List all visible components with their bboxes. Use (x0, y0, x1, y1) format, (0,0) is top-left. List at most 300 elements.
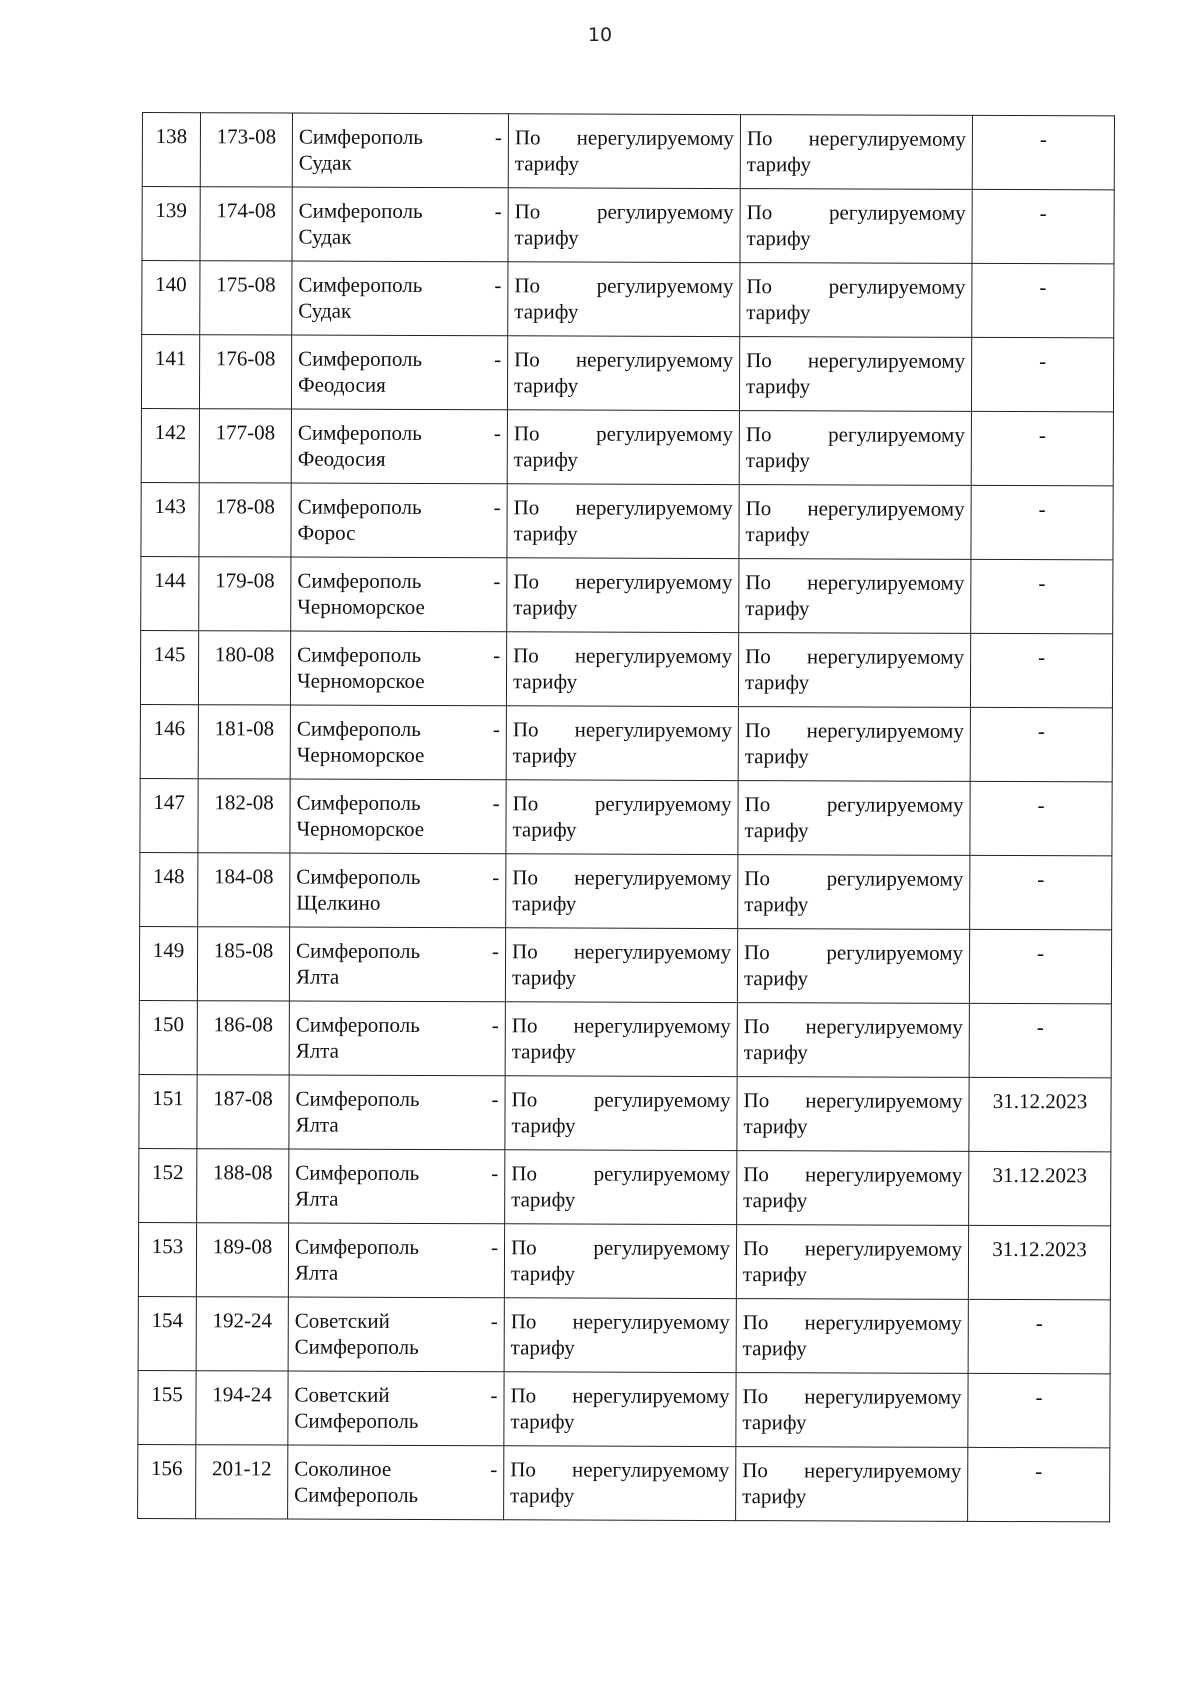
route-code: 178-08 (199, 483, 291, 557)
route-cell (290, 779, 506, 854)
route-code: 179-08 (199, 557, 291, 631)
tariff-current-cell (506, 854, 738, 929)
route-to: Ялта (295, 1186, 339, 1211)
tariff-current-word1: По (511, 1161, 538, 1186)
tariff-current-word1: По (512, 939, 538, 964)
table-row (141, 335, 1113, 412)
tariff-new-word2: нерегулируемому (804, 1236, 963, 1261)
tariff-current-word2: нерегулируемому (576, 125, 734, 151)
route-code: 192-24 (196, 1297, 288, 1371)
tariff-current-word2: регулируемому (593, 1235, 731, 1261)
tariff-new-word3: тарифу (745, 448, 810, 473)
tariff-new-word3: тарифу (742, 1410, 807, 1435)
table-row (138, 1296, 1110, 1373)
route-to: Судак (298, 224, 352, 249)
route-from: Советский (294, 1382, 390, 1407)
tariff-current-word3: тарифу (510, 1335, 575, 1360)
route-dash: - (490, 1383, 498, 1408)
route-code: 188-08 (197, 1149, 289, 1223)
date-cell: - (970, 781, 1112, 855)
route-cell (292, 113, 508, 188)
tariff-new-word2: регулируемому (826, 940, 964, 965)
tariff-new-word2: нерегулируемому (807, 348, 966, 373)
tariff-new-word1: По (745, 422, 772, 447)
tariff-new-word1: По (746, 200, 773, 225)
tariff-new-cell (739, 485, 971, 560)
tariff-current-word3: тарифу (511, 1113, 576, 1138)
table-row (141, 482, 1113, 559)
tariff-new-word3: тарифу (745, 596, 810, 621)
tariff-current-word2: нерегулируемому (571, 1457, 730, 1483)
row-number: 152 (139, 1148, 197, 1222)
route-from: Советский (294, 1308, 390, 1333)
route-to: Феодосия (298, 372, 386, 397)
route-from: Соколиное (294, 1456, 392, 1481)
tariff-current-word1: По (512, 865, 539, 890)
tariff-current-word1: По (511, 1013, 538, 1038)
date-cell: - (968, 1373, 1110, 1447)
route-cell (292, 187, 508, 262)
tariff-current-word1: По (514, 199, 541, 224)
tariff-current-cell (505, 1150, 737, 1225)
row-number: 151 (139, 1074, 197, 1148)
tariff-current-word2: нерегулируемому (573, 1013, 731, 1039)
tariff-new-word3: тарифу (742, 1484, 807, 1509)
route-cell (290, 631, 506, 706)
table-row (139, 1000, 1111, 1077)
route-cell (289, 927, 505, 1002)
route-to: Феодосия (297, 446, 386, 471)
tariff-current-word3: тарифу (513, 447, 578, 472)
tariff-current-word3: тарифу (513, 521, 578, 546)
route-dash: - (493, 495, 501, 520)
route-cell (288, 1223, 504, 1298)
route-to: Симферополь (294, 1482, 419, 1507)
route-from: Симферополь (298, 272, 423, 297)
tariff-current-word2: нерегулируемому (572, 1383, 730, 1409)
route-cell (290, 853, 506, 928)
route-from: Симферополь (297, 420, 422, 445)
row-number: 155 (138, 1370, 196, 1444)
route-from: Симферополь (294, 1234, 420, 1259)
tariff-current-cell (508, 188, 740, 263)
route-code: 184-08 (198, 853, 290, 927)
route-dash: - (494, 125, 502, 150)
table-row (138, 1444, 1110, 1521)
table-row (140, 852, 1112, 929)
row-number: 156 (138, 1444, 196, 1518)
route-dash: - (491, 1013, 499, 1038)
row-number: 143 (141, 482, 199, 556)
route-cell (289, 1149, 505, 1224)
route-code: 189-08 (196, 1223, 288, 1297)
route-from: Симферополь (295, 1160, 420, 1185)
route-dash: - (492, 939, 500, 964)
route-from: Симферополь (296, 790, 421, 815)
date-cell: - (971, 337, 1113, 411)
route-cell (289, 1075, 505, 1150)
tariff-current-word3: тарифу (512, 743, 577, 768)
tariff-new-word2: регулируемому (828, 274, 966, 299)
tariff-new-word2: нерегулируемому (805, 1162, 963, 1187)
tariff-new-word2: нерегулируемому (808, 126, 966, 151)
tariff-new-word1: По (742, 1236, 769, 1261)
tariff-new-word3: тарифу (743, 1114, 808, 1139)
date-cell: - (972, 115, 1114, 189)
row-number: 142 (141, 408, 199, 482)
tariff-current-word3: тарифу (510, 1483, 575, 1508)
route-dash: - (490, 1235, 499, 1260)
route-dash: - (491, 1161, 499, 1186)
route-dash: - (492, 717, 500, 742)
tariff-new-word1: По (746, 348, 772, 373)
tariff-current-cell (508, 262, 740, 337)
tariff-new-word1: По (746, 274, 773, 299)
tariff-new-word2: нерегулируемому (805, 1014, 963, 1039)
table-row (140, 630, 1112, 707)
tariff-new-word2: нерегулируемому (805, 1088, 963, 1113)
route-from: Симферополь (296, 864, 421, 889)
route-code: 175-08 (200, 261, 292, 335)
tariff-new-word1: По (742, 1310, 769, 1335)
tariff-current-word1: По (512, 791, 539, 816)
tariff-new-word1: По (743, 1088, 770, 1113)
route-code: 194-24 (196, 1371, 288, 1445)
tariff-current-word1: По (511, 1087, 538, 1112)
tariff-new-cell (737, 1077, 969, 1152)
row-number: 154 (138, 1296, 196, 1370)
route-from: Симферополь (298, 198, 423, 223)
route-code: 180-08 (198, 631, 290, 705)
tariff-current-word1: По (514, 347, 540, 372)
route-from: Симферополь (297, 568, 422, 593)
tariff-new-cell (736, 1373, 968, 1448)
row-number: 146 (140, 704, 198, 778)
route-from: Симферополь (297, 642, 422, 667)
table-row (141, 556, 1113, 633)
tariff-new-word3: тарифу (743, 1188, 808, 1213)
route-cell (291, 335, 507, 410)
tariff-current-cell (507, 558, 739, 633)
row-number: 144 (141, 556, 199, 630)
table-row (139, 1074, 1111, 1151)
tariff-new-word3: тарифу (745, 522, 810, 547)
table-row (142, 187, 1114, 264)
tariff-new-word2: регулируемому (826, 866, 964, 891)
tariff-new-word3: тарифу (744, 670, 810, 695)
route-to: Симферополь (294, 1408, 419, 1433)
date-cell: - (971, 485, 1113, 559)
route-from: Симферополь (295, 1012, 420, 1037)
tariff-new-word3: тарифу (743, 966, 809, 991)
route-code: 185-08 (197, 927, 289, 1001)
tariff-current-word3: тарифу (514, 151, 579, 176)
tariff-current-word2: нерегулируемому (575, 569, 733, 595)
route-cell (289, 1001, 505, 1076)
tariff-current-word2: регулируемому (596, 273, 734, 299)
route-to: Судак (298, 150, 352, 175)
tariff-new-cell (736, 1299, 968, 1374)
tariff-new-word1: По (742, 1458, 768, 1483)
date-cell: - (969, 1003, 1111, 1077)
tariff-new-word1: По (746, 126, 773, 151)
tariff-new-cell (739, 559, 971, 634)
tariff-current-word1: По (514, 273, 541, 298)
tariff-current-cell (505, 928, 737, 1003)
row-number: 148 (140, 852, 198, 926)
tariff-current-cell (507, 484, 739, 559)
tariff-new-word2: нерегулируемому (804, 1310, 962, 1335)
tariff-current-word3: тарифу (510, 1409, 575, 1434)
tariff-current-word2: нерегулируемому (575, 495, 733, 521)
tariff-new-cell (736, 1225, 968, 1300)
route-from: Симферополь (298, 346, 423, 371)
tariff-new-cell (740, 189, 972, 264)
date-cell: - (969, 929, 1111, 1003)
route-dash: - (494, 199, 502, 224)
route-code: 186-08 (197, 1001, 289, 1075)
tariff-new-cell (740, 115, 972, 190)
tariff-new-cell (738, 781, 970, 856)
tariff-current-word1: По (513, 569, 540, 594)
tariff-current-word3: тарифу (514, 299, 579, 324)
tariff-current-word3: тарифу (512, 817, 577, 842)
table-row (142, 113, 1114, 190)
route-to: Щелкино (296, 890, 381, 915)
tariff-current-word2: регулируемому (593, 1161, 731, 1187)
route-to: Ялта (295, 964, 340, 989)
tariff-new-cell (738, 633, 970, 708)
tariff-current-cell (508, 114, 740, 189)
tariff-current-cell (504, 1446, 736, 1521)
route-dash: - (493, 569, 501, 594)
tariff-new-cell (738, 855, 970, 930)
tariff-current-word3: тарифу (511, 1039, 576, 1064)
tariff-new-cell (737, 929, 969, 1004)
route-to: Ялта (295, 1112, 339, 1137)
table-row (139, 926, 1111, 1003)
date-cell: - (968, 1299, 1110, 1373)
tariff-new-word2: регулируемому (828, 200, 966, 225)
route-code: 182-08 (198, 779, 290, 853)
route-code: 181-08 (198, 705, 290, 779)
tariff-new-cell (740, 263, 972, 338)
date-cell: 31.12.2023 (969, 1151, 1111, 1225)
route-to: Симферополь (294, 1334, 419, 1359)
tariff-new-word2: нерегулируемому (803, 1458, 962, 1483)
date-cell: - (970, 855, 1112, 929)
tariff-new-word2: нерегулируемому (806, 718, 964, 743)
route-dash: - (493, 643, 501, 668)
tariff-new-word1: По (745, 496, 772, 521)
route-to: Черноморское (296, 668, 425, 693)
row-number: 141 (141, 335, 199, 409)
route-dash: - (493, 421, 501, 446)
row-number: 138 (142, 113, 200, 187)
tariff-current-word1: По (513, 495, 540, 520)
tariff-new-cell (739, 337, 971, 412)
tariff-current-word3: тарифу (511, 965, 577, 990)
tariff-new-word1: По (745, 570, 772, 595)
tariff-new-cell (736, 1447, 968, 1522)
tariff-current-word2: регулируемому (596, 199, 734, 225)
tariff-current-word3: тарифу (513, 595, 578, 620)
row-number: 139 (142, 187, 200, 261)
tariff-new-word1: По (744, 718, 771, 743)
table-row (138, 1222, 1110, 1299)
tariff-new-word3: тарифу (744, 744, 809, 769)
tariff-new-word1: По (744, 792, 771, 817)
tariff-current-cell (505, 1002, 737, 1077)
tariff-current-word1: По (510, 1383, 537, 1408)
date-cell: - (972, 263, 1114, 337)
tariff-new-word2: регулируемому (828, 422, 965, 447)
route-dash: - (490, 1457, 498, 1482)
routes-table (137, 112, 1115, 1522)
row-number: 145 (140, 630, 198, 704)
tariff-current-cell (507, 336, 739, 411)
date-cell: - (968, 1447, 1110, 1521)
route-to: Форос (297, 520, 356, 545)
date-cell: - (971, 559, 1113, 633)
tariff-current-word1: По (513, 643, 539, 668)
tariff-current-word1: По (510, 1309, 537, 1334)
row-number: 153 (138, 1222, 196, 1296)
date-cell: - (971, 411, 1113, 485)
tariff-new-word2: нерегулируемому (804, 1384, 962, 1409)
route-dash: - (491, 1087, 499, 1112)
row-number: 140 (142, 261, 200, 335)
route-dash: - (492, 791, 500, 816)
route-cell (288, 1445, 504, 1520)
tariff-new-word3: тарифу (742, 1336, 807, 1361)
tariff-new-word3: тарифу (743, 1040, 808, 1065)
tariff-current-word3: тарифу (514, 373, 579, 398)
route-from: Симферополь (298, 124, 423, 149)
row-number: 147 (140, 778, 198, 852)
table-row (141, 408, 1113, 485)
route-dash: - (490, 1309, 498, 1334)
tariff-current-cell (506, 706, 738, 781)
route-cell (291, 409, 507, 484)
tariff-new-cell (737, 1151, 969, 1226)
tariff-current-cell (506, 632, 738, 707)
date-cell: 31.12.2023 (968, 1225, 1110, 1299)
tariff-current-word3: тарифу (512, 891, 577, 916)
route-to: Ялта (295, 1038, 340, 1063)
tariff-new-word1: По (744, 866, 771, 891)
tariff-new-word1: По (744, 940, 770, 965)
tariff-current-word2: нерегулируемому (572, 1309, 730, 1335)
date-cell: - (972, 189, 1114, 263)
route-to: Черноморское (297, 594, 425, 619)
tariff-current-word2: нерегулируемому (574, 643, 733, 669)
tariff-new-word2: нерегулируемому (807, 570, 965, 595)
route-from: Симферополь (295, 1086, 420, 1111)
routes-table-body (138, 113, 1115, 1522)
table-row (138, 1370, 1110, 1447)
tariff-new-word3: тарифу (742, 1262, 808, 1287)
route-dash: - (494, 273, 502, 298)
table-row (139, 1148, 1111, 1225)
tariff-current-word2: нерегулируемому (574, 717, 732, 743)
tariff-current-cell (504, 1298, 736, 1373)
tariff-current-cell (504, 1224, 736, 1299)
tariff-new-word2: нерегулируемому (806, 644, 965, 669)
tariff-new-word1: По (743, 1014, 770, 1039)
table-row (140, 704, 1112, 781)
tariff-new-word1: По (742, 1384, 769, 1409)
tariff-current-cell (507, 410, 739, 485)
tariff-new-cell (737, 1003, 969, 1078)
route-from: Симферополь (296, 716, 421, 741)
route-dash: - (492, 865, 500, 890)
table-row (142, 261, 1114, 338)
route-cell (290, 705, 506, 780)
tariff-new-word2: регулируемому (826, 792, 964, 817)
tariff-current-word2: регулируемому (596, 421, 733, 447)
tariff-current-word3: тарифу (512, 669, 578, 694)
tariff-new-word3: тарифу (744, 818, 809, 843)
tariff-new-cell (739, 411, 971, 486)
tariff-current-word2: нерегулируемому (575, 347, 734, 373)
tariff-new-word3: тарифу (746, 226, 811, 251)
route-code: 174-08 (200, 187, 292, 261)
tariff-new-word3: тарифу (746, 374, 811, 399)
row-number: 149 (139, 926, 197, 1000)
tariff-current-word2: регулируемому (593, 1087, 731, 1113)
tariff-current-word3: тарифу (514, 225, 579, 250)
tariff-current-word1: По (512, 717, 539, 742)
route-code: 187-08 (197, 1075, 289, 1149)
route-cell (291, 557, 507, 632)
route-code: 177-08 (199, 409, 291, 483)
route-cell (292, 261, 508, 336)
tariff-current-word1: По (510, 1457, 536, 1482)
date-cell: - (970, 633, 1112, 707)
route-cell (291, 483, 507, 558)
date-cell: 31.12.2023 (969, 1077, 1111, 1151)
route-from: Симферополь (296, 938, 421, 963)
route-from: Симферополь (297, 494, 422, 519)
tariff-current-word3: тарифу (510, 1261, 576, 1286)
tariff-current-cell (505, 1076, 737, 1151)
tariff-new-word2: нерегулируемому (807, 496, 965, 521)
tariff-new-word1: По (743, 1162, 770, 1187)
route-cell (288, 1297, 504, 1372)
route-to: Черноморское (296, 742, 425, 767)
route-to: Судак (298, 298, 352, 323)
tariff-current-word1: По (513, 421, 540, 446)
route-cell (288, 1371, 504, 1446)
tariff-new-word3: тарифу (746, 152, 811, 177)
tariff-new-cell (738, 707, 970, 782)
tariff-current-word3: тарифу (511, 1187, 576, 1212)
route-to: Черноморское (296, 816, 425, 841)
tariff-new-word3: тарифу (746, 300, 811, 325)
page-number: 10 (587, 24, 613, 46)
tariff-new-word3: тарифу (744, 892, 809, 917)
date-cell: - (970, 707, 1112, 781)
tariff-new-word1: По (745, 644, 771, 669)
route-to: Ялта (294, 1260, 339, 1285)
route-code: 176-08 (199, 335, 291, 409)
tariff-current-word2: нерегулируемому (574, 865, 732, 891)
route-code: 173-08 (200, 113, 292, 187)
table-row (140, 778, 1112, 855)
tariff-current-word1: По (510, 1235, 537, 1260)
tariff-current-word2: регулируемому (594, 791, 732, 817)
